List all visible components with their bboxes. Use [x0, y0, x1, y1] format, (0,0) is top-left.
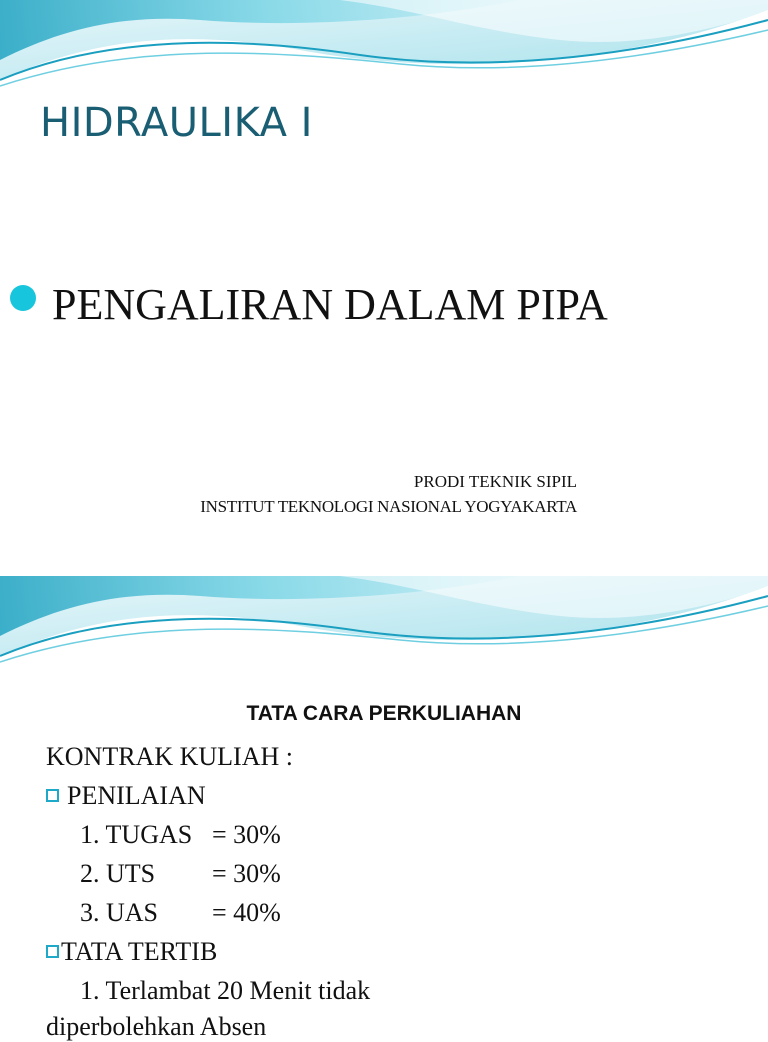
assessment-section — [46, 781, 206, 811]
header-wave-decoration — [0, 0, 768, 100]
rule-item: 1. Terlambat 20 Menit tidak — [80, 976, 371, 1005]
assessment-item-label: 1. TUGAS — [80, 820, 193, 849]
course-rules-slide — [0, 576, 768, 1041]
assessment-item — [80, 820, 281, 850]
program-name: PRODI TEKNIK SIPIL — [413, 472, 577, 491]
contract-label: KONTRAK KULIAH : — [46, 742, 293, 771]
rule-item-continued: diperbolehkan Absen — [46, 1012, 267, 1041]
checkbox-icon — [46, 945, 59, 958]
presentation-title: HIDRAULIKA I — [40, 100, 313, 146]
assessment-item-value: = 30% — [212, 859, 281, 888]
institution-name: INSTITUT TEKNOLOGI NASIONAL YOGYAKARTA — [200, 497, 577, 516]
rules-section — [46, 937, 217, 967]
assessment-item-label: 2. UTS — [80, 859, 156, 888]
slide-heading: TATA CARA PERKULIAHAN — [246, 702, 522, 725]
assessment-item-label: 3. UAS — [80, 898, 159, 927]
assessment-item — [80, 898, 281, 928]
assessment-label: PENILAIAN — [67, 781, 206, 810]
assessment-item — [80, 859, 281, 889]
checkbox-icon — [46, 789, 59, 802]
assessment-item-value: = 30% — [212, 820, 281, 849]
presentation-subtitle: PENGALIRAN DALAM PIPA — [52, 280, 608, 329]
header-wave-decoration — [0, 576, 768, 676]
bullet-icon — [10, 285, 36, 311]
assessment-item-value: = 40% — [212, 898, 281, 927]
rules-label: TATA TERTIB — [61, 937, 218, 966]
